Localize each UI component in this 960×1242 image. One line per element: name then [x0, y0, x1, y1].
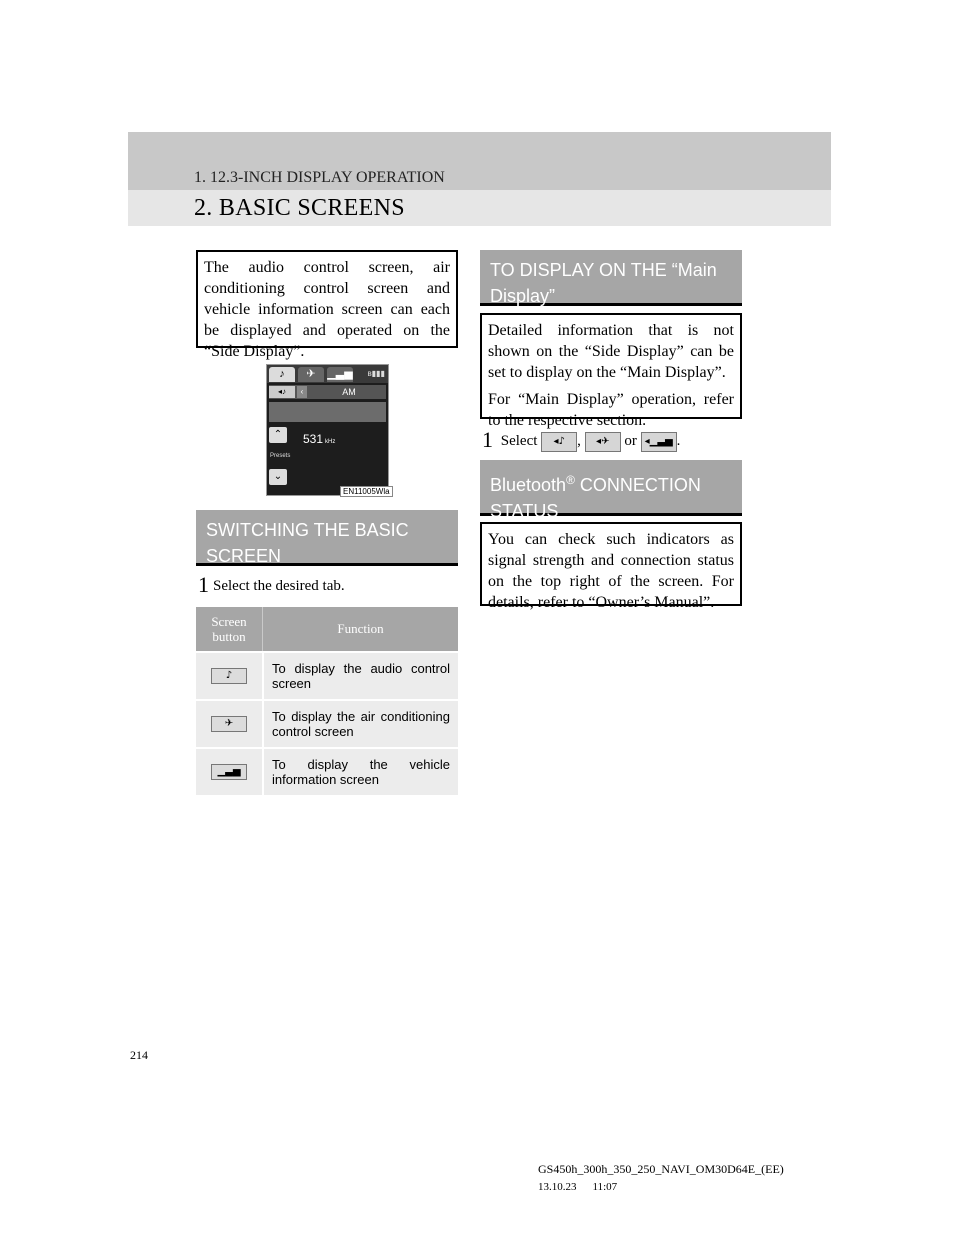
chevron-left-icon: ‹ — [297, 386, 307, 398]
page-title: 2. BASIC SCREENS — [194, 195, 405, 221]
screen-tab-bar — [267, 365, 388, 383]
table-cell-function: To display the vehicle information screen — [272, 757, 450, 787]
table-cell-function: To display the air conditioning control screen — [272, 709, 450, 739]
col-function: Function — [337, 621, 384, 636]
main-display-step — [482, 427, 680, 453]
bluetooth-heading — [480, 460, 742, 521]
table-row — [196, 651, 458, 699]
step-text: Select the desired tab. — [213, 578, 345, 594]
main-display-heading-text: TO DISPLAY ON THE “Main Display” — [490, 260, 717, 306]
bluetooth-box — [480, 522, 742, 611]
image-code: EN11005Wla — [340, 486, 393, 497]
page-number: 214 — [130, 1048, 148, 1062]
table-cell-button — [196, 701, 264, 747]
main-display-p2: For “Main Display” operation, refer to the respective section. — [488, 391, 734, 429]
doc-timestamp — [538, 1181, 617, 1193]
audio-side-button-icon: ◂♪ — [541, 432, 577, 452]
main-display-heading — [480, 250, 742, 306]
air-side-button-icon: ◂✈ — [585, 432, 621, 452]
step-sep2: or — [624, 433, 637, 449]
registered-mark: ® — [566, 473, 575, 487]
doc-code: GS450h_300h_350_250_NAVI_OM30D64E_(EE) — [538, 1162, 784, 1176]
step-number: 1 — [198, 572, 209, 597]
switching-step — [198, 572, 345, 598]
section-label: 1. 12.3-INCH DISPLAY OPERATION — [194, 169, 445, 186]
audio-tab-icon: ♪ — [269, 367, 295, 382]
bluetooth-heading-part2: CONNECTION STATUS — [490, 475, 701, 521]
switching-heading — [196, 510, 458, 566]
doc-date: 13.10.23 — [538, 1181, 577, 1193]
table-cell-function: To display the audio control screen — [272, 661, 450, 691]
intro-box — [196, 250, 458, 360]
frequency-unit: kHz — [325, 439, 336, 445]
switching-heading-text: SWITCHING THE BASIC SCREEN — [206, 520, 409, 566]
vehicle-info-bars-icon: ▁▃▅ — [211, 764, 247, 780]
station-info-bar — [269, 402, 386, 422]
bluetooth-heading-part1: Bluetooth — [490, 475, 567, 495]
step-sep1: , — [577, 433, 581, 449]
main-display-p1: Detailed information that is not shown on the “Side Display” can be set to display on the “Main Display”. — [488, 322, 734, 381]
table-row — [196, 747, 458, 795]
air-condition-tab-icon: ✈ — [298, 367, 324, 382]
source-button-icon: ◂♪ — [269, 386, 295, 398]
tune-down-icon: ⌄ — [269, 469, 287, 485]
presets-label: Presets — [270, 453, 291, 459]
frequency-value: 531 — [303, 432, 324, 446]
side-display-screenshot — [266, 364, 389, 496]
intro-text: The audio control screen, air conditioning control screen and vehicle information screen can each be displayed and operated on the “Side Display”. — [204, 259, 450, 360]
table-cell-button — [196, 653, 264, 699]
table-row — [196, 699, 458, 747]
audio-note-icon: ♪ — [211, 668, 247, 684]
air-condition-fan-icon: ✈ — [211, 716, 247, 732]
step-number: 1 — [482, 427, 493, 452]
vehicle-side-button-icon: ◂▁▃▅ — [641, 432, 677, 452]
doc-time: 11:07 — [592, 1181, 618, 1193]
table-header — [196, 607, 458, 651]
frequency-readout — [303, 432, 335, 446]
source-label: AM — [342, 387, 356, 397]
main-display-box — [480, 313, 742, 429]
vehicle-info-tab-icon: ▁▃▅ — [327, 368, 353, 380]
screen-button-table — [196, 607, 458, 795]
table-cell-button — [196, 749, 264, 795]
bluetooth-signal-icon: ʙ▮▮▮ — [367, 369, 385, 378]
col-screen-button: Screen button — [196, 607, 263, 651]
tune-up-icon: ⌃ — [269, 427, 287, 443]
bluetooth-text: You can check such indicators as signal strength and connection status on the top right of the screen. For details, refer to “Owner’s Manual”. — [488, 531, 734, 611]
source-row — [269, 385, 386, 399]
step-select-text: Select — [500, 433, 538, 449]
step-end: . — [676, 433, 681, 449]
